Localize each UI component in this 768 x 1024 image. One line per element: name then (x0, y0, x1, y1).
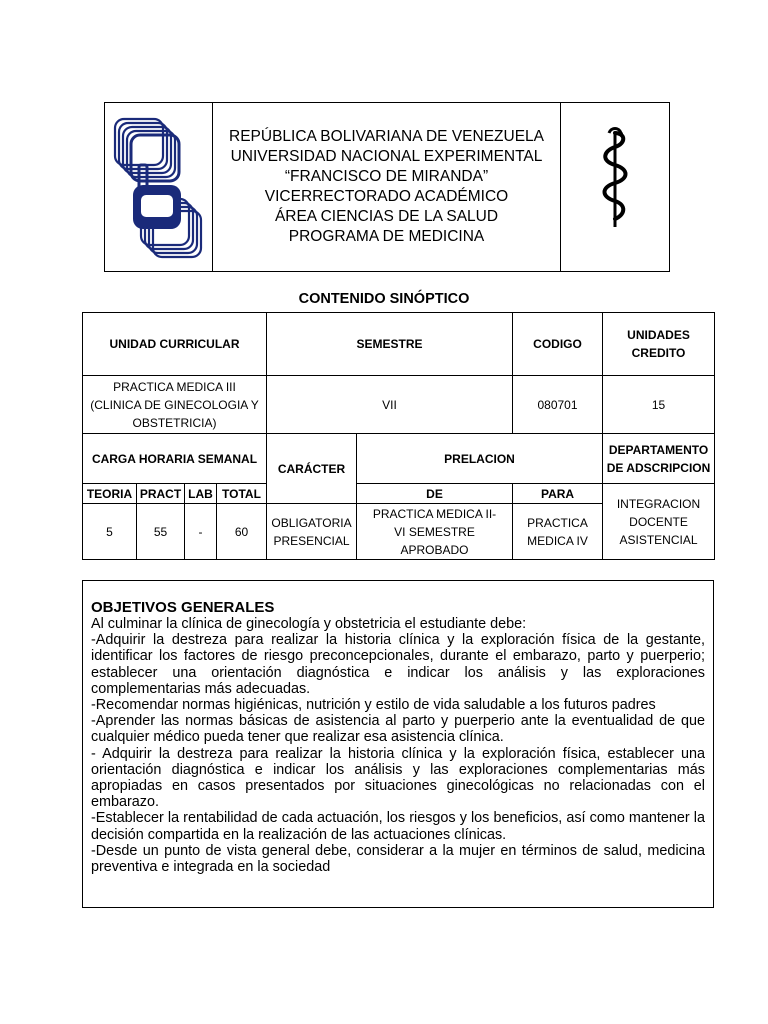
departamento-value (603, 484, 715, 560)
total-value: 60 (217, 504, 267, 560)
header-right-cell (560, 103, 669, 271)
objetivos-title: OBJETIVOS GENERALES (91, 599, 275, 616)
objetivo-paragraph: Al culminar la clínica de ginecología y obstetricia el estudiante debe: (91, 616, 527, 632)
header-line: ÁREA CIENCIAS DE LA SALUD (274, 208, 499, 225)
objetivos-generales-box (82, 580, 714, 908)
semestre-header: SEMESTRE (267, 313, 513, 376)
para-header: PARA (513, 484, 603, 504)
caduceus-icon (561, 103, 669, 271)
adscripcion-label: DE ADSCRIPCION (606, 460, 711, 475)
objetivo-paragraph: -Aprender las normas básicas de asistencia al parto y puerperio ante la eventualidad de que cualquier médico pueda tener que realizar esa asistencia clínica. (91, 713, 705, 746)
unidades-credito-header (603, 313, 715, 376)
objetivo-paragraph: -Adquirir la destreza para realizar la historia clínica y la exploración física de la gestante, identificar los factores de riesgo preconcepcionales, durante el embarazo, parto y puerperio; establecer una orientación diagnóstica e indicar los análisis y las exploraciones complementarias más adecuadas. (91, 632, 705, 697)
header-box (104, 102, 670, 272)
prelacion-de-value (357, 504, 513, 560)
de-header: DE (357, 484, 513, 504)
caracter-line: OBLIGATORIA (271, 515, 352, 530)
institution-header (213, 127, 560, 247)
table-row (83, 313, 715, 376)
unidad-curricular-header: UNIDAD CURRICULAR (83, 313, 267, 376)
creditos-value: 15 (603, 376, 715, 434)
departamento-header (603, 434, 715, 484)
teoria-value: 5 (83, 504, 137, 560)
de-line: APROBADO (400, 542, 469, 557)
para-line: MEDICA IV (527, 533, 588, 548)
section-title: CONTENIDO SINÓPTICO (298, 291, 470, 307)
credito-label: CREDITO (631, 346, 686, 360)
caracter-value (267, 504, 357, 560)
table-row (83, 484, 715, 504)
header-line: VICERRECTORADO ACADÉMICO (264, 188, 509, 205)
para-line: PRACTICA (527, 515, 588, 530)
depto-line: INTEGRACION (616, 496, 701, 511)
objetivo-paragraph: -Establecer la rentabilidad de cada actuación, los riesgos y los beneficios, así como mantener la decisión compartida en la realización de las actuaciones clínicas. (91, 810, 705, 843)
header-line: REPÚBLICA BOLIVARIANA DE VENEZUELA (229, 128, 544, 145)
depto-line: DOCENTE (629, 514, 688, 529)
lab-value: - (185, 504, 217, 560)
caracter-header: CARÁCTER (267, 434, 357, 504)
university-chain-logo-icon (105, 103, 212, 271)
caracter-line: PRESENCIAL (273, 533, 350, 548)
table-row (83, 434, 715, 484)
unidad-line: PRACTICA MEDICA III (113, 379, 236, 394)
header-line: UNIVERSIDAD NACIONAL EXPERIMENTAL (230, 148, 543, 165)
total-header: TOTAL (217, 484, 267, 504)
pract-header: PRACT (137, 484, 185, 504)
unidad-line: (CLINICA DE GINECOLOGIA Y (90, 397, 259, 412)
table-row (83, 376, 715, 434)
codigo-header: CODIGO (513, 313, 603, 376)
pract-value: 55 (137, 504, 185, 560)
departamento-label: DEPARTAMENTO (608, 442, 709, 457)
unidades-label: UNIDADES (627, 328, 690, 342)
objetivo-paragraph: -Recomendar normas higiénicas, nutrición y estilo de vida saludable a los futuros padres (91, 697, 656, 714)
depto-line: ASISTENCIAL (619, 532, 698, 547)
codigo-value: 080701 (513, 376, 603, 434)
objetivo-paragraph: - Adquirir la destreza para realizar la historia clínica y la exploración física, establecer una orientación diagnóstica e indicar los análisis y las exploraciones complementarias más apropiadas en casos presentados por situaciones ginecológicas no relacionadas con el embarazo. (91, 745, 705, 811)
carga-horaria-header: CARGA HORARIA SEMANAL (83, 434, 267, 484)
objetivo-paragraph: -Desde un punto de vista general debe, considerar a la mujer en términos de salud, medicina preventiva e integrada en la sociedad (91, 842, 705, 876)
de-line: VI SEMESTRE (394, 524, 475, 539)
semestre-value: VII (267, 376, 513, 434)
synoptic-table (82, 312, 715, 560)
lab-header: LAB (185, 484, 217, 504)
header-left-cell (105, 103, 213, 271)
prelacion-header: PRELACION (357, 434, 603, 484)
de-line: PRACTICA MEDICA II- (372, 506, 497, 521)
header-line: “FRANCISCO DE MIRANDA” (284, 168, 489, 185)
unidad-curricular-value (83, 376, 267, 434)
header-line: PROGRAMA DE MEDICINA (288, 228, 485, 245)
unidad-line: OBSTETRICIA) (132, 415, 217, 430)
prelacion-para-value (513, 504, 603, 560)
teoria-header: TEORIA (83, 484, 137, 504)
